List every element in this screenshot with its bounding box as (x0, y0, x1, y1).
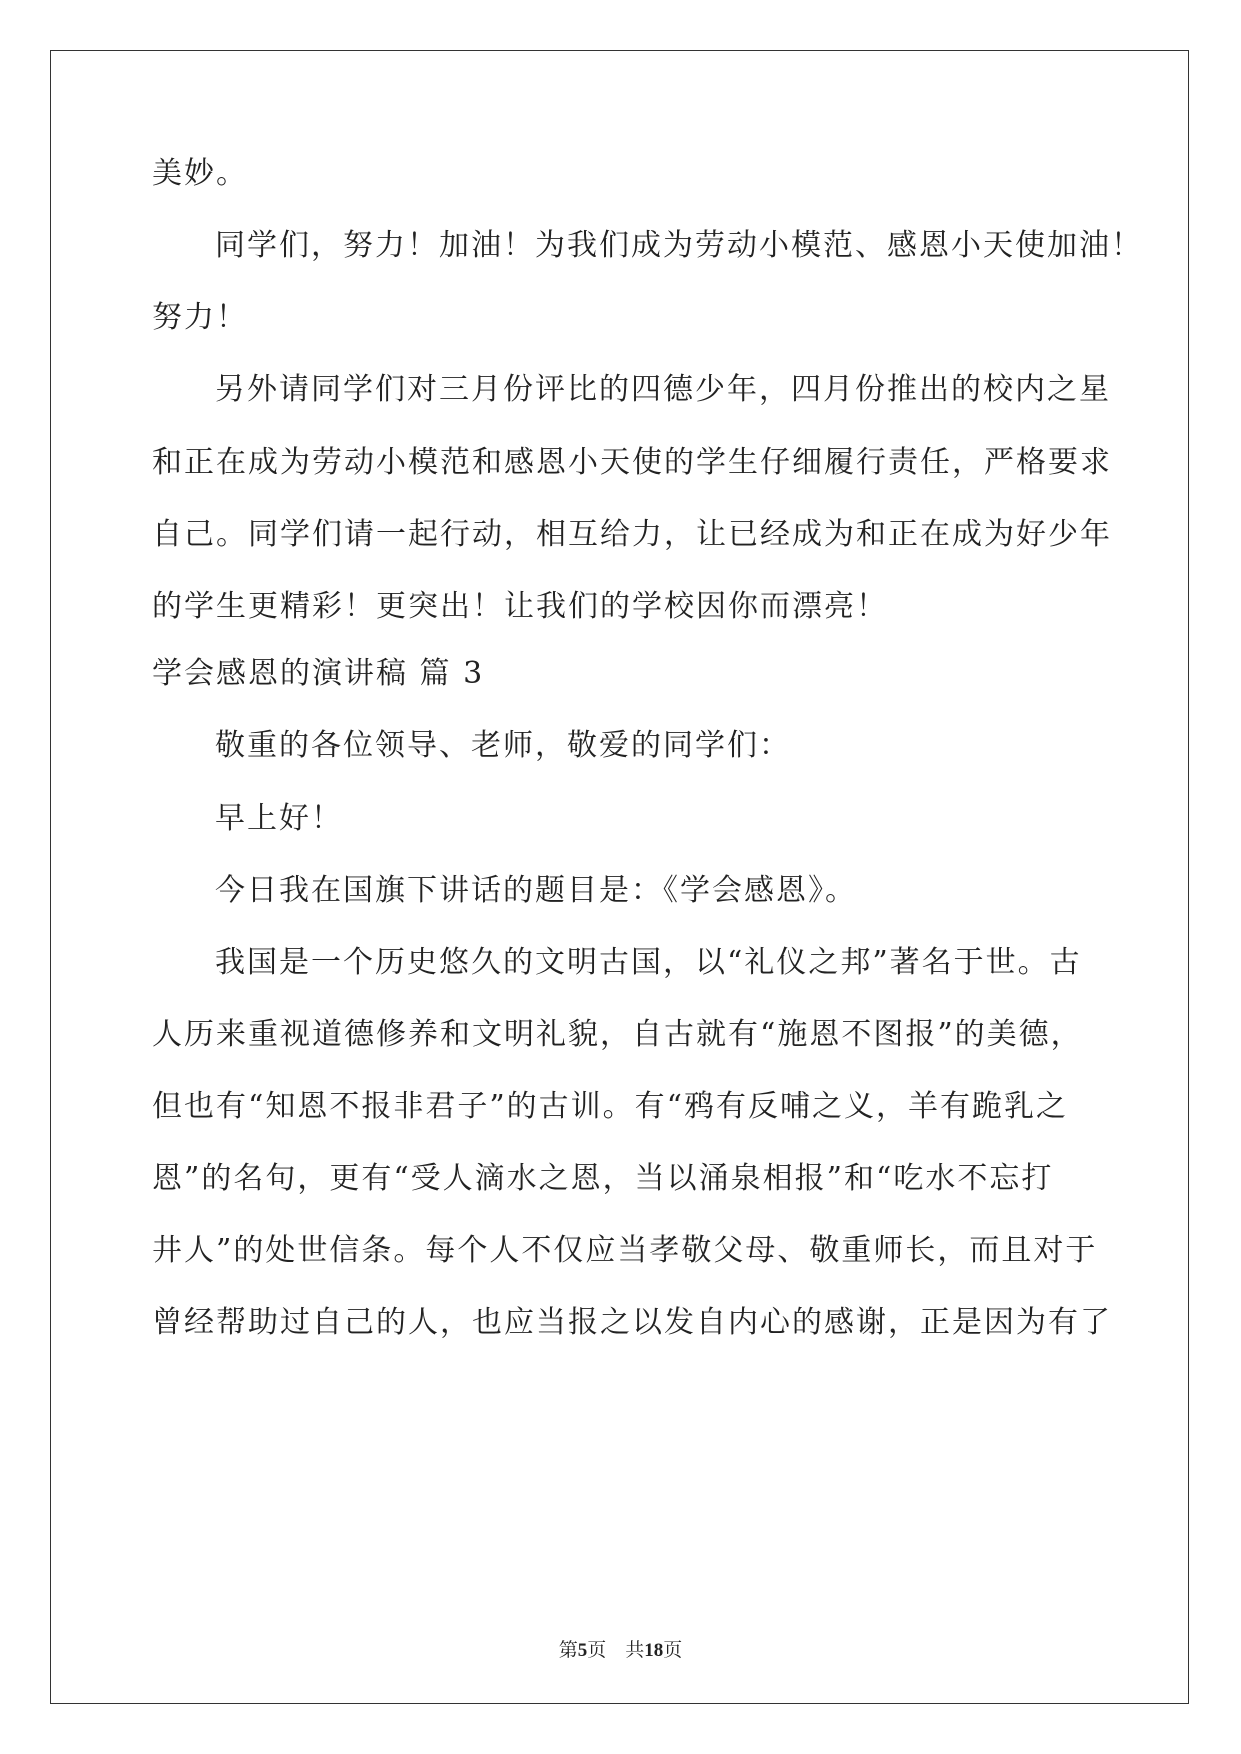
footer-mid: 页 共 (587, 1639, 645, 1661)
text-line: 和正在成为劳动小模范和感恩小天使的学生仔细履行责任，严格要求 (152, 445, 1112, 480)
text-line: 恩”的名句，更有“受人滴水之恩，当以涌泉相报”和“吃水不忘打 (152, 1161, 1054, 1196)
text-line: 的学生更精彩！更突出！让我们的学校因你而漂亮！ (152, 589, 888, 624)
page-footer (0, 1638, 1241, 1663)
text-line: 但也有“知恩不报非君子”的古训。有“鸦有反哺之义，羊有跪乳之 (152, 1089, 1069, 1124)
section-heading: 学会感恩的演讲稿 篇 3 (152, 656, 485, 691)
footer-prefix: 第 (558, 1639, 578, 1661)
text-line-continuation: 美妙。 (152, 156, 248, 191)
footer-page-number: 5 (577, 1640, 588, 1661)
text-line-paragraph-start: 今日我在国旗下讲话的题目是：《学会感恩》。 (215, 873, 857, 908)
text-line: 人历来重视道德修养和文明礼貌，自古就有“施恩不图报”的美德， (152, 1017, 1083, 1052)
text-line-greeting: 早上好！ (215, 801, 343, 836)
text-line-paragraph-start: 另外请同学们对三月份评比的四德少年，四月份推出的校内之星 (215, 372, 1111, 407)
text-line: 努力！ (152, 300, 248, 335)
footer-suffix: 页 (663, 1639, 683, 1661)
text-line: 自己。同学们请一起行动，相互给力，让已经成为和正在成为好少年 (152, 517, 1112, 552)
text-line: 曾经帮助过自己的人，也应当报之以发自内心的感谢，正是因为有了 (152, 1305, 1112, 1340)
footer-total-pages: 18 (644, 1640, 664, 1661)
text-line-paragraph-start: 同学们，努力！加油！为我们成为劳动小模范、感恩小天使加油！ (215, 228, 1143, 263)
text-line-paragraph-start: 我国是一个历史悠久的文明古国，以“礼仪之邦”著名于世。古 (215, 945, 1082, 980)
text-line: 井人”的处世信条。每个人不仅应当孝敬父母、敬重师长，而且对于 (152, 1233, 1098, 1268)
text-line-salutation: 敬重的各位领导、老师，敬爱的同学们： (215, 728, 791, 763)
